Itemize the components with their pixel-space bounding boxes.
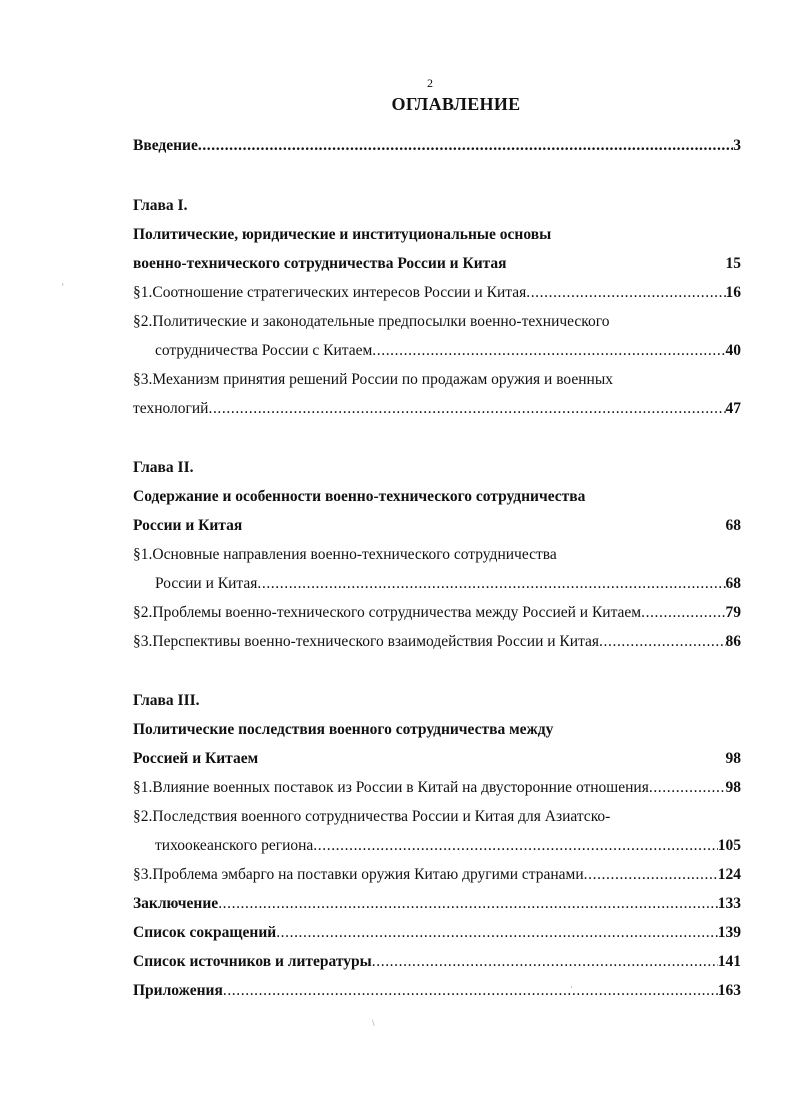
toc-entry-section[interactable]: сотрудничества России с Китаем ..... 40	[155, 340, 741, 362]
toc-entry-intro[interactable]: Введение ..... 3	[133, 135, 741, 157]
toc-entry-section[interactable]: §1.Влияние военных поставок из России в Китай на двусторонние отношения ..... 98	[133, 777, 741, 799]
toc-entry-section[interactable]: тихоокеанского региона ..... 105	[155, 835, 741, 857]
toc-entry-section[interactable]: России и Китая ..... 68	[155, 573, 741, 595]
scan-speck: '	[62, 282, 64, 292]
chapter-heading: Глава III.	[133, 692, 200, 709]
toc-entry-section-line: §1.Основные направления военно-технического сотрудничества	[133, 546, 557, 563]
toc-entry-section-line: §2.Последствия военного сотрудничества России и Китая для Азиатско-	[133, 808, 611, 825]
toc-entry-section[interactable]: технологий ..... 47	[133, 398, 741, 420]
toc-entry-chapter-3[interactable]: Россией и Китаем 98	[133, 750, 741, 767]
toc-entry-chapter-1[interactable]: военно-технического сотрудничества России и Китая 15	[133, 255, 741, 272]
toc-entry-section[interactable]: §3.Проблема эмбарго на поставки оружия Китаю другими странами ..... 124	[133, 864, 741, 886]
document-title: ОГЛАВЛЕНИЕ	[391, 94, 521, 114]
toc-entry-conclusion[interactable]: Заключение ..... 133	[133, 893, 741, 915]
scan-speck: ·	[570, 982, 573, 992]
toc-entry-section-line: §2.Политические и законодательные предпосылки военно-технического	[133, 313, 610, 330]
scan-speck: \	[372, 1018, 375, 1028]
chapter-title: Содержание и особенности военно-технического сотрудничества	[133, 488, 586, 505]
chapter-heading: Глава II.	[133, 459, 194, 476]
toc-entry-section[interactable]: §3.Перспективы военно-технического взаимодействия России и Китая ..... 86	[133, 631, 741, 653]
toc-entry-sources[interactable]: Список источников и литературы ..... 141	[133, 951, 741, 973]
toc-entry-section[interactable]: §1.Соотношение стратегических интересов России и Китая ..... 16	[133, 282, 741, 304]
toc-entry-abbreviations[interactable]: Список сокращений ..... 139	[133, 922, 741, 944]
toc-entry-appendices[interactable]: Приложения ..... 163	[133, 980, 741, 1002]
chapter-heading: Глава I.	[133, 197, 188, 214]
toc-entry-section[interactable]: §2.Проблемы военно-технического сотрудничества между Россией и Китаем ..... 79	[133, 602, 741, 624]
page-number: 2	[427, 76, 433, 90]
toc-entry-chapter-2[interactable]: России и Китая 68	[133, 517, 741, 534]
toc-entry-section-line: §3.Механизм принятия решений России по продажам оружия и военных	[133, 371, 613, 388]
chapter-title: Политические последствия военного сотрудничества между	[133, 721, 554, 738]
chapter-title: Политические, юридические и институциональные основы	[133, 226, 552, 243]
